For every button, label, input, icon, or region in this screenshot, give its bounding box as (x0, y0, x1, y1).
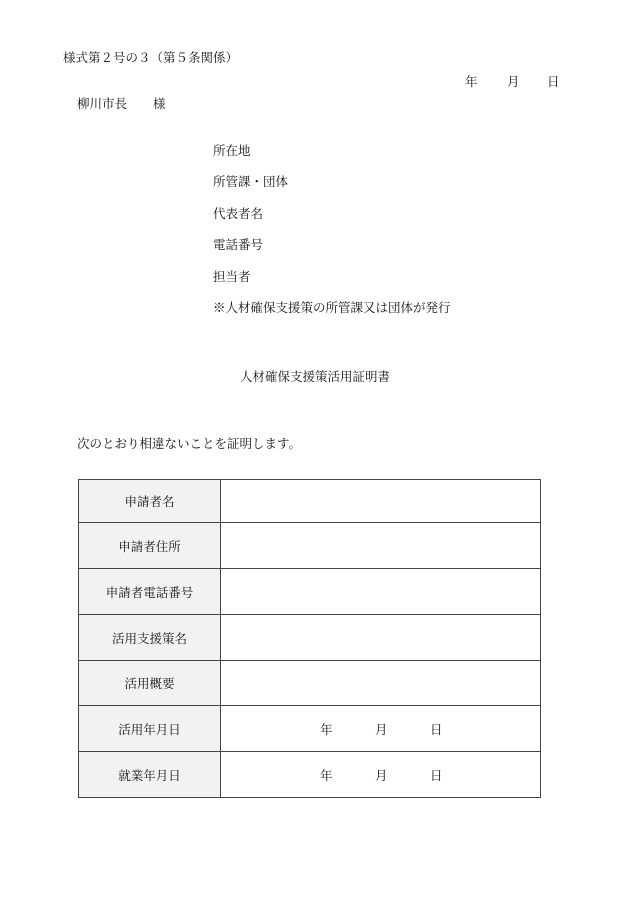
applicant-phone-label: 申請者電話番号 (79, 569, 221, 615)
date-year-label: 年 (465, 74, 478, 89)
issuer-representative-label: 代表者名 (213, 206, 264, 221)
employment-date-day: 日 (430, 767, 443, 783)
applicant-name-field[interactable] (221, 480, 541, 523)
certificate-table (78, 479, 541, 798)
addressee-honorific: 様 (153, 96, 166, 111)
issuer-note: ※人材確保支援策の所管課又は団体が発行 (213, 300, 451, 315)
table-row (79, 661, 541, 706)
table-row (79, 752, 541, 798)
employment-date-year: 年 (320, 767, 333, 783)
form-number: 様式第２号の３（第５条関係） (63, 50, 239, 65)
usage-date-field[interactable] (221, 706, 541, 752)
issuer-department-label: 所管課・団体 (213, 174, 289, 189)
date-month-label: 月 (507, 74, 520, 89)
table-row (79, 569, 541, 615)
support-measure-field[interactable] (221, 615, 541, 661)
employment-date-month: 月 (375, 767, 388, 783)
applicant-address-label: 申請者住所 (79, 523, 221, 569)
usage-summary-label: 活用概要 (79, 661, 221, 706)
addressee (77, 96, 166, 112)
applicant-address-field[interactable] (221, 523, 541, 569)
applicant-phone-field[interactable] (221, 569, 541, 615)
table-row (79, 706, 541, 752)
certification-statement: 次のとおり相違ないことを証明します。 (77, 436, 302, 451)
table-row (79, 615, 541, 661)
addressee-name: 柳川市長 (77, 96, 128, 111)
date-day-label: 日 (547, 74, 560, 89)
usage-date-day: 日 (430, 721, 443, 737)
table-row (79, 480, 541, 523)
usage-summary-field[interactable] (221, 661, 541, 706)
issuer-address-label: 所在地 (213, 143, 251, 158)
usage-date-label: 活用年月日 (79, 706, 221, 752)
support-measure-label: 活用支援策名 (79, 615, 221, 661)
employment-date-label: 就業年月日 (79, 752, 221, 798)
issuer-phone-label: 電話番号 (213, 237, 264, 252)
applicant-name-label: 申請者名 (79, 480, 221, 523)
usage-date-month: 月 (375, 721, 388, 737)
usage-date-year: 年 (320, 721, 333, 737)
document-title: 人材確保支援策活用証明書 (239, 369, 390, 384)
employment-date-field[interactable] (221, 752, 541, 798)
table-row (79, 523, 541, 569)
issuer-contact-label: 担当者 (213, 269, 251, 284)
